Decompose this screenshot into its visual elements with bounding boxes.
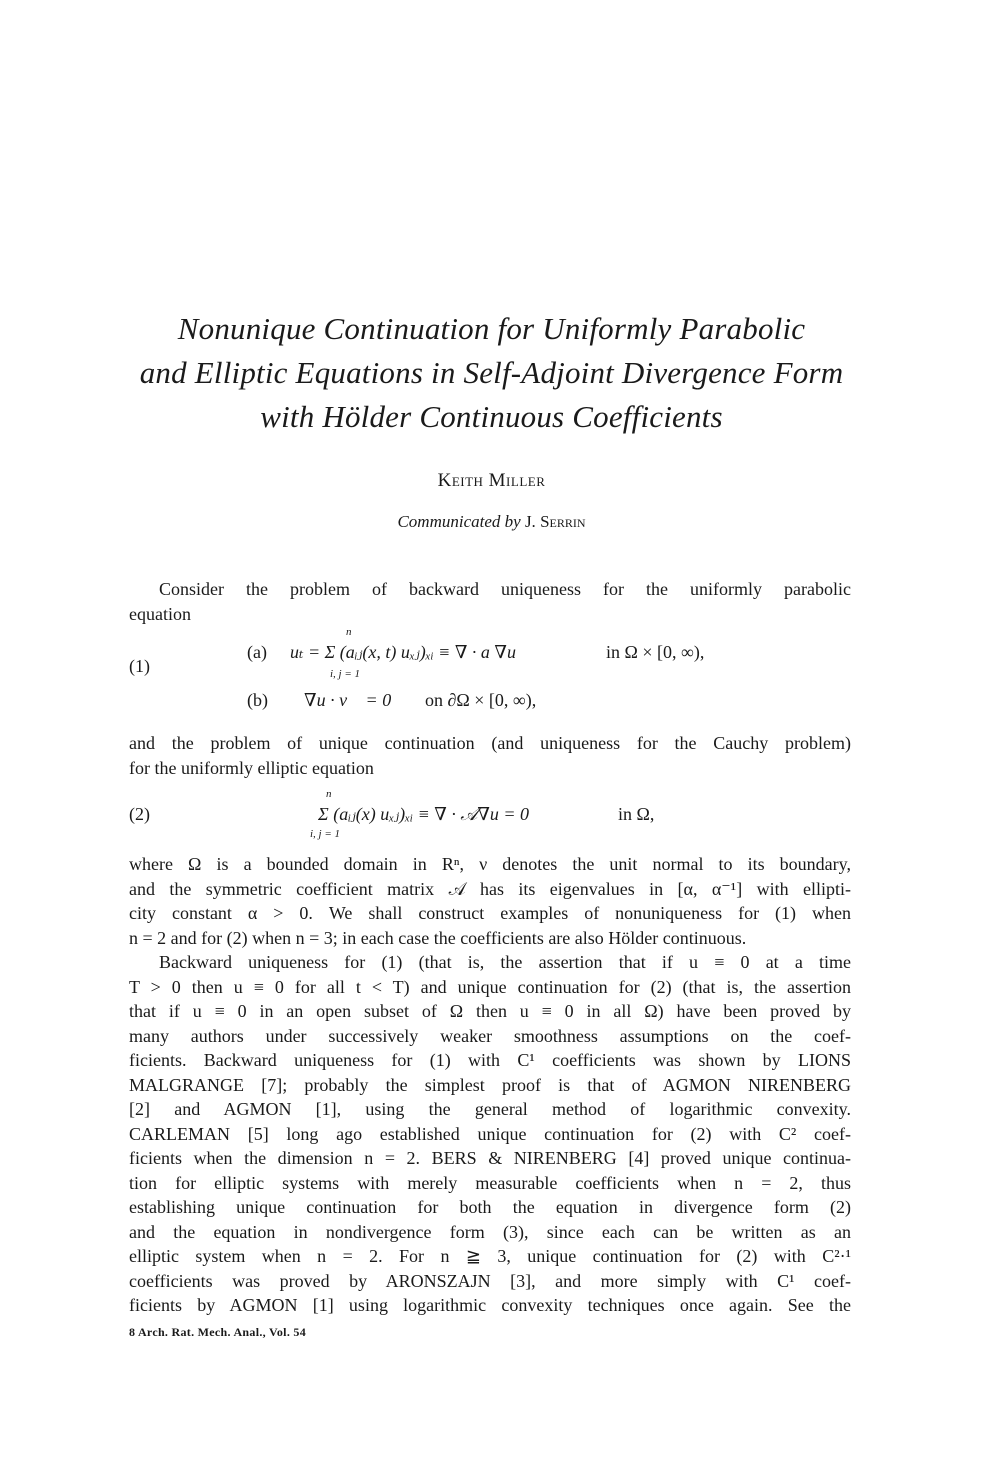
communicator-name: Serrin [540,512,586,531]
title-line-2: and Elliptic Equations in Self-Adjoint Divergence Form [139,355,844,390]
body-line: CARLEMAN [5] long ago established unique continuation for (2) with C² coef- [129,1123,851,1144]
intro-line: equation [129,603,191,624]
body-line: Backward uniqueness for (1) (that is, the assertion that if u ≡ 0 at a time [159,952,851,972]
body-line: T > 0 then u ≡ 0 for all t < T) and unique continuation for (2) (that is, the assertion [129,976,851,997]
body-line: n = 2 and for (2) when n = 3; in each case the coefficients are also Hölder continuous. [129,927,747,948]
title-line-3: with Hölder Continuous Coefficients [260,399,723,434]
equation-1a-formula: uₜ = Σ (aᵢⱼ(x, t) uₓⱼ)ₓᵢ ≡ ∇ · a ∇u [290,642,516,662]
body-line: ficients by AGMON [1] using logarithmic convexity techniques once again. See the [129,1295,851,1315]
body-line: many authors under successively weaker smoothness assumptions on the coef- [129,1025,851,1046]
equation-1a-label: (a) [247,642,267,662]
author-name: Keith Miller [437,470,546,491]
paper-title [100,307,883,439]
body-line: ficients when the dimension n = 2. BERS & NIRENBERG [4] proved unique continua- [129,1148,851,1168]
communicated-prefix: Communicated by [397,512,521,531]
intro-paragraph [129,577,851,626]
middle-paragraph [129,731,851,780]
equation-1-number: (1) [129,656,150,676]
equation-1a-sum-lower: i, j = 1 [330,668,361,680]
equation-2-domain: in Ω, [618,804,655,824]
body-line: and the equation in nondivergence form (3), since each can be written as an [129,1221,851,1242]
equation-2-number: (2) [129,804,150,824]
title-line-1: Nonunique Continuation for Uniformly Parabolic [177,311,806,346]
body-line: tion for elliptic systems with merely measurable coefficients when n = 2, thus [129,1172,851,1193]
body-line: ficients. Backward uniqueness for (1) with C¹ coefficients was shown by LIONS [129,1050,851,1070]
equation-1b-domain: on ∂Ω × [0, ∞), [425,690,537,710]
body-line: MALGRANGE [7]; probably the simplest proof is that of AGMON NIRENBERG [129,1074,851,1095]
body-line: and the symmetric coefficient matrix 𝒜 has its eigenvalues in [α, α⁻¹] with ellipti- [129,878,851,899]
page-footer: 8 Arch. Rat. Mech. Anal., Vol. 54 [129,1325,307,1339]
communicated-by [0,512,983,532]
body-line: elliptic system when n = 2. For n ≧ 3, unique continuation for (2) with C²·¹ [129,1246,851,1266]
equation-1a-domain: in Ω × [0, ∞), [606,642,705,662]
body-line: that if u ≡ 0 in an open subset of Ω then u ≡ 0 in all Ω) have been proved by [129,1001,851,1021]
body-line: city constant α > 0. We shall construct examples of nonuniqueness for (1) when [129,903,851,923]
body-paragraph-1 [129,852,851,950]
intro-line: Consider the problem of backward uniqueness for the uniformly parabolic [159,579,851,599]
body-line: coefficients was proved by ARONSZAJN [3], and more simply with C¹ coef- [129,1270,851,1291]
equation-1b-label: (b) [247,690,268,710]
middle-line: for the uniformly elliptic equation [129,757,374,778]
body-line: where Ω is a bounded domain in Rⁿ, ν denotes the unit normal to its boundary, [129,854,851,874]
equation-2-sum-upper: n [326,788,332,800]
equation-2-sum-lower: i, j = 1 [310,828,341,840]
equation-1a-sum-upper: n [346,626,352,638]
communicator-initial: J. [524,512,536,531]
middle-line: and the problem of unique continuation (and uniqueness for the Cauchy problem) [129,733,851,753]
body-paragraph-2 [129,950,851,1318]
equation-1b-formula: 𝒜∇u · v⃗ = 0 [290,690,392,710]
body-line: [2] and AGMON [1], using the general method of logarithmic convexity. [129,1099,851,1119]
equation-2-formula: Σ (aᵢⱼ(x) uₓⱼ)ₓᵢ ≡ ∇ · 𝒜∇u = 0 [318,804,530,824]
body-line: establishing unique continuation for both the equation in divergence form (2) [129,1197,851,1217]
